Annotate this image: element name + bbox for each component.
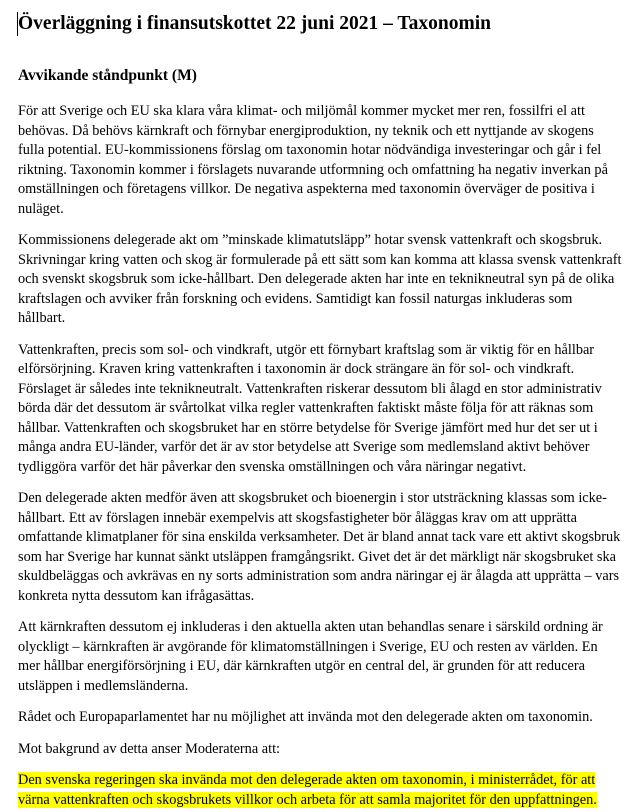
paragraph: För att Sverige och EU ska klara våra klimat- och miljömål kommer mycket mer ren, fossilfri el att behövas. Då behövs kärnkraft och förnybar energiproduktion, ny teknik och ett nyttjande av skogens fulla potential. EU-kommissionens förslag om taxonomin hotar nödvändiga investeringar och går i fel riktning. Taxonomin kommer i förslagets nuvarande utformning och omfattning ha negativ inverkan på omställningen och företagens villkor. De negativa aspekterna med taxonomin överväger de positiva i nuläget. xyxy=(18,103,608,217)
document-body xyxy=(18,0,622,810)
paragraph: Att kärnkraften dessutom ej inkluderas i den aktuella akten utan behandlas senare i särskild ordning är olyckligt – kärnkraften är avgörande för klimatomställningen i Sverige, EU och resten av världen. En mer hållbar energiförsörjning i EU, där kärnkraften utgör en central del, är grunden för att reducera utsläppen i medlemsländerna. xyxy=(18,619,603,694)
paragraph: Kommissionens delegerade akt om ”minskade klimatutsläpp” hotar svensk vattenkraft och skogsbruk. Skrivningar kring vatten och skog är formulerade på ett sätt som kan komma att klassa svensk vattenkraft och svenskt skogsbruk som icke-hållbart. Den delegerade akten har inte en teknikneutral syn på de olika kraftslagen och avviker från forskning och evidens. Samtidigt kan fossil naturgas inkluderas som hållbart. xyxy=(18,232,622,326)
paragraph: Den delegerade akten medför även att skogsbruket och bioenergin i stor utsträckning klassas som icke-hållbart. Ett av förslagen innebär exempelvis att skogsfastigheter bör åläggas krav om att upprätta omfattande klimatplaner för sina enskilda verksamheter. Det är bland annat tack vare ett aktivt skogsbruk som har Sverige har kunnat sänkt utsläppen framgångsrikt. Givet det är det märkligt när skogsbruket ska skuldbeläggas och avkrävas en ny sorts administration som andra näringar ej är ålagda att upprätta – vars konkreta nytta dessutom kan ifrågasättas. xyxy=(18,490,621,604)
paragraph: Mot bakgrund av detta anser Moderaterna att: xyxy=(18,740,281,757)
document-subtitle: Avvikande ståndpunkt (M) xyxy=(18,67,197,84)
highlighted-paragraph xyxy=(18,771,622,810)
paragraph: Vattenkraften, precis som sol- och vindkraft, utgör ett förnybart kraftslag som är viktig för en hållbar elförsörjning. Kraven kring vattenkraften i taxonomin är dock strängare än för sol- och vindkraft. Förslaget är således inte teknikneutralt. Vattenkraften riskerar dessutom bli ålagd en stor administrativ börda där det dessutom är svårtolkat vilka regler vattenkraften faktiskt måste följa för att räknas som hållbar. Vattenkraften och skogsbruket har en större betydelse för Sverige jämfört med hur det ser ut i många andra EU-länder, varför det är av stor betydelse att Sverige som medlemsland aktivt behöver tydliggöra varför det här påverkar den svenska omställningen och våra näringar negativt. xyxy=(18,341,602,475)
document-title: Överläggning i finansutskottet 22 juni 2021 – Taxonomin xyxy=(18,13,491,34)
paragraph: Rådet och Europaparlamentet har nu möjlighet att invända mot den delegerade akten om taxonomin. xyxy=(18,709,593,725)
highlighted-text: Den svenska regeringen ska invända mot den delegerade akten om taxonomin, i ministerrådet, för att värna vattenkraften och skogsbrukets villkor och arbeta för att samla majoritet för den uppfattningen. xyxy=(18,772,597,808)
